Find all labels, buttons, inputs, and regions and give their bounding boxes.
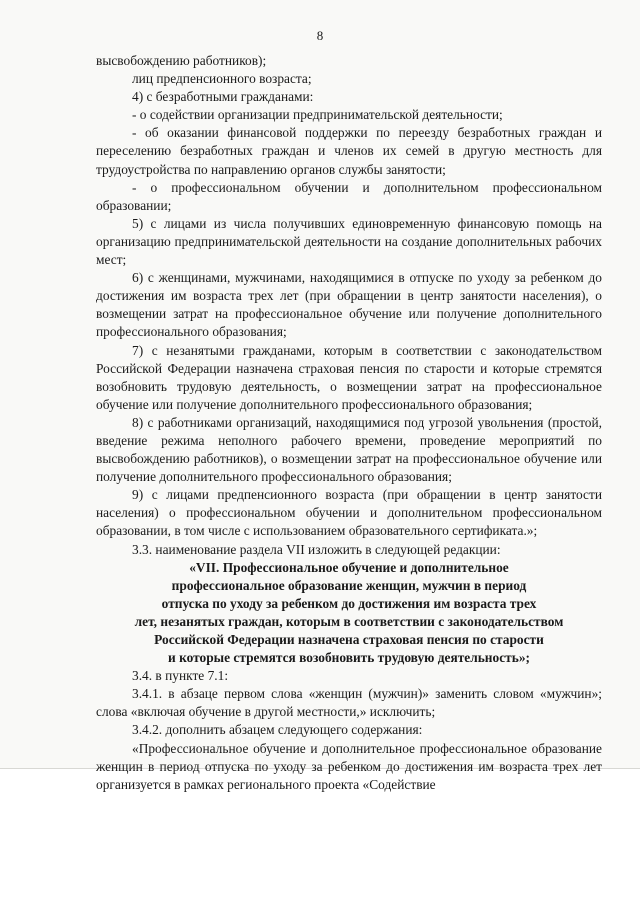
paragraph: 5) с лицами из числа получивших единовременную финансовую помощь на организацию предпринимательской деятельности на создание дополнительных рабочих мест; (96, 215, 602, 268)
paragraph: высвобождению работников); (96, 53, 267, 68)
paragraph: 3.4. в пункте 7.1: (132, 668, 229, 684)
paragraph: 7) с незанятыми гражданами, которым в соответствии с законодательством Российской Федерации назначена страховая пенсия по старости и которые стремятся возобновить трудовую деятельность, о возмещении затрат на профессиональное обучение или получение дополнительного профессионального образования; (96, 342, 602, 412)
section-heading (96, 559, 602, 668)
paragraph: 4) с безработными гражданами: (132, 89, 314, 105)
heading-line: «VII. Профессиональное обучение и дополнительное (189, 559, 509, 575)
heading-line: профессиональное образование женщин, мужчин в период (171, 577, 527, 593)
paragraph: 9) с лицами предпенсионного возраста (при обращении в центр занятости населения) о профессиональном обучении и дополнительном профессиональном образовании, в том числе с использованием образовательного сертификата.»; (96, 487, 602, 539)
heading-line: лет, незанятых граждан, которым в соответствии с законодательством (134, 613, 564, 629)
paragraph: 3.4.2. дополнить абзацем следующего содержания: (132, 722, 423, 738)
document-body (96, 52, 602, 794)
paragraph: - о профессиональном обучении и дополнительном профессиональном образовании; (96, 179, 602, 213)
paragraph: 6) с женщинами, мужчинами, находящимися в отпуске по уходу за ребенком до достижения им возраста трех лет (при обращении в центр занятости населения), о возмещении затрат на профессиональное обучение или получение дополнительного профессионального образования; (96, 270, 602, 340)
heading-line: и которые стремятся возобновить трудовую деятельность»; (168, 650, 530, 666)
page-number: 8 (316, 28, 324, 43)
paragraph: «Профессиональное обучение и дополнительное профессиональное образование женщин в период отпуска по уходу за ребенком до достижения им возраста трех лет организуется в рамках регионального проекта «Содействие (96, 740, 602, 792)
paragraph: - о содействии организации предпринимательской деятельности; (132, 107, 503, 123)
paragraph: 3.4.1. в абзаце первом слова «женщин (мужчин)» заменить словом «мужчин»; слова «включая обучение в другой местности,» исключить; (96, 686, 602, 720)
heading-line: Российской Федерации назначена страховая пенсия по старости (154, 632, 544, 647)
paragraph: лиц предпенсионного возраста; (132, 71, 312, 87)
paragraph: 8) с работниками организаций, находящимися под угрозой увольнения (простой, введение режима неполного рабочего времени, проведение мероприятий по высвобождению работников), о возмещении затрат на профессиональное обучение или получение дополнительного профессионального образования; (96, 414, 602, 485)
heading-line: отпуска по уходу за ребенком до достижения им возраста трех (161, 595, 537, 611)
paragraph: - об оказании финансовой поддержки по переезду безработных граждан и переселению безработных граждан и членов их семей в другую местность для трудоустройства по направлению органов службы занятости; (96, 125, 602, 177)
paragraph: 3.3. наименование раздела VII изложить в следующей редакции: (132, 541, 501, 557)
